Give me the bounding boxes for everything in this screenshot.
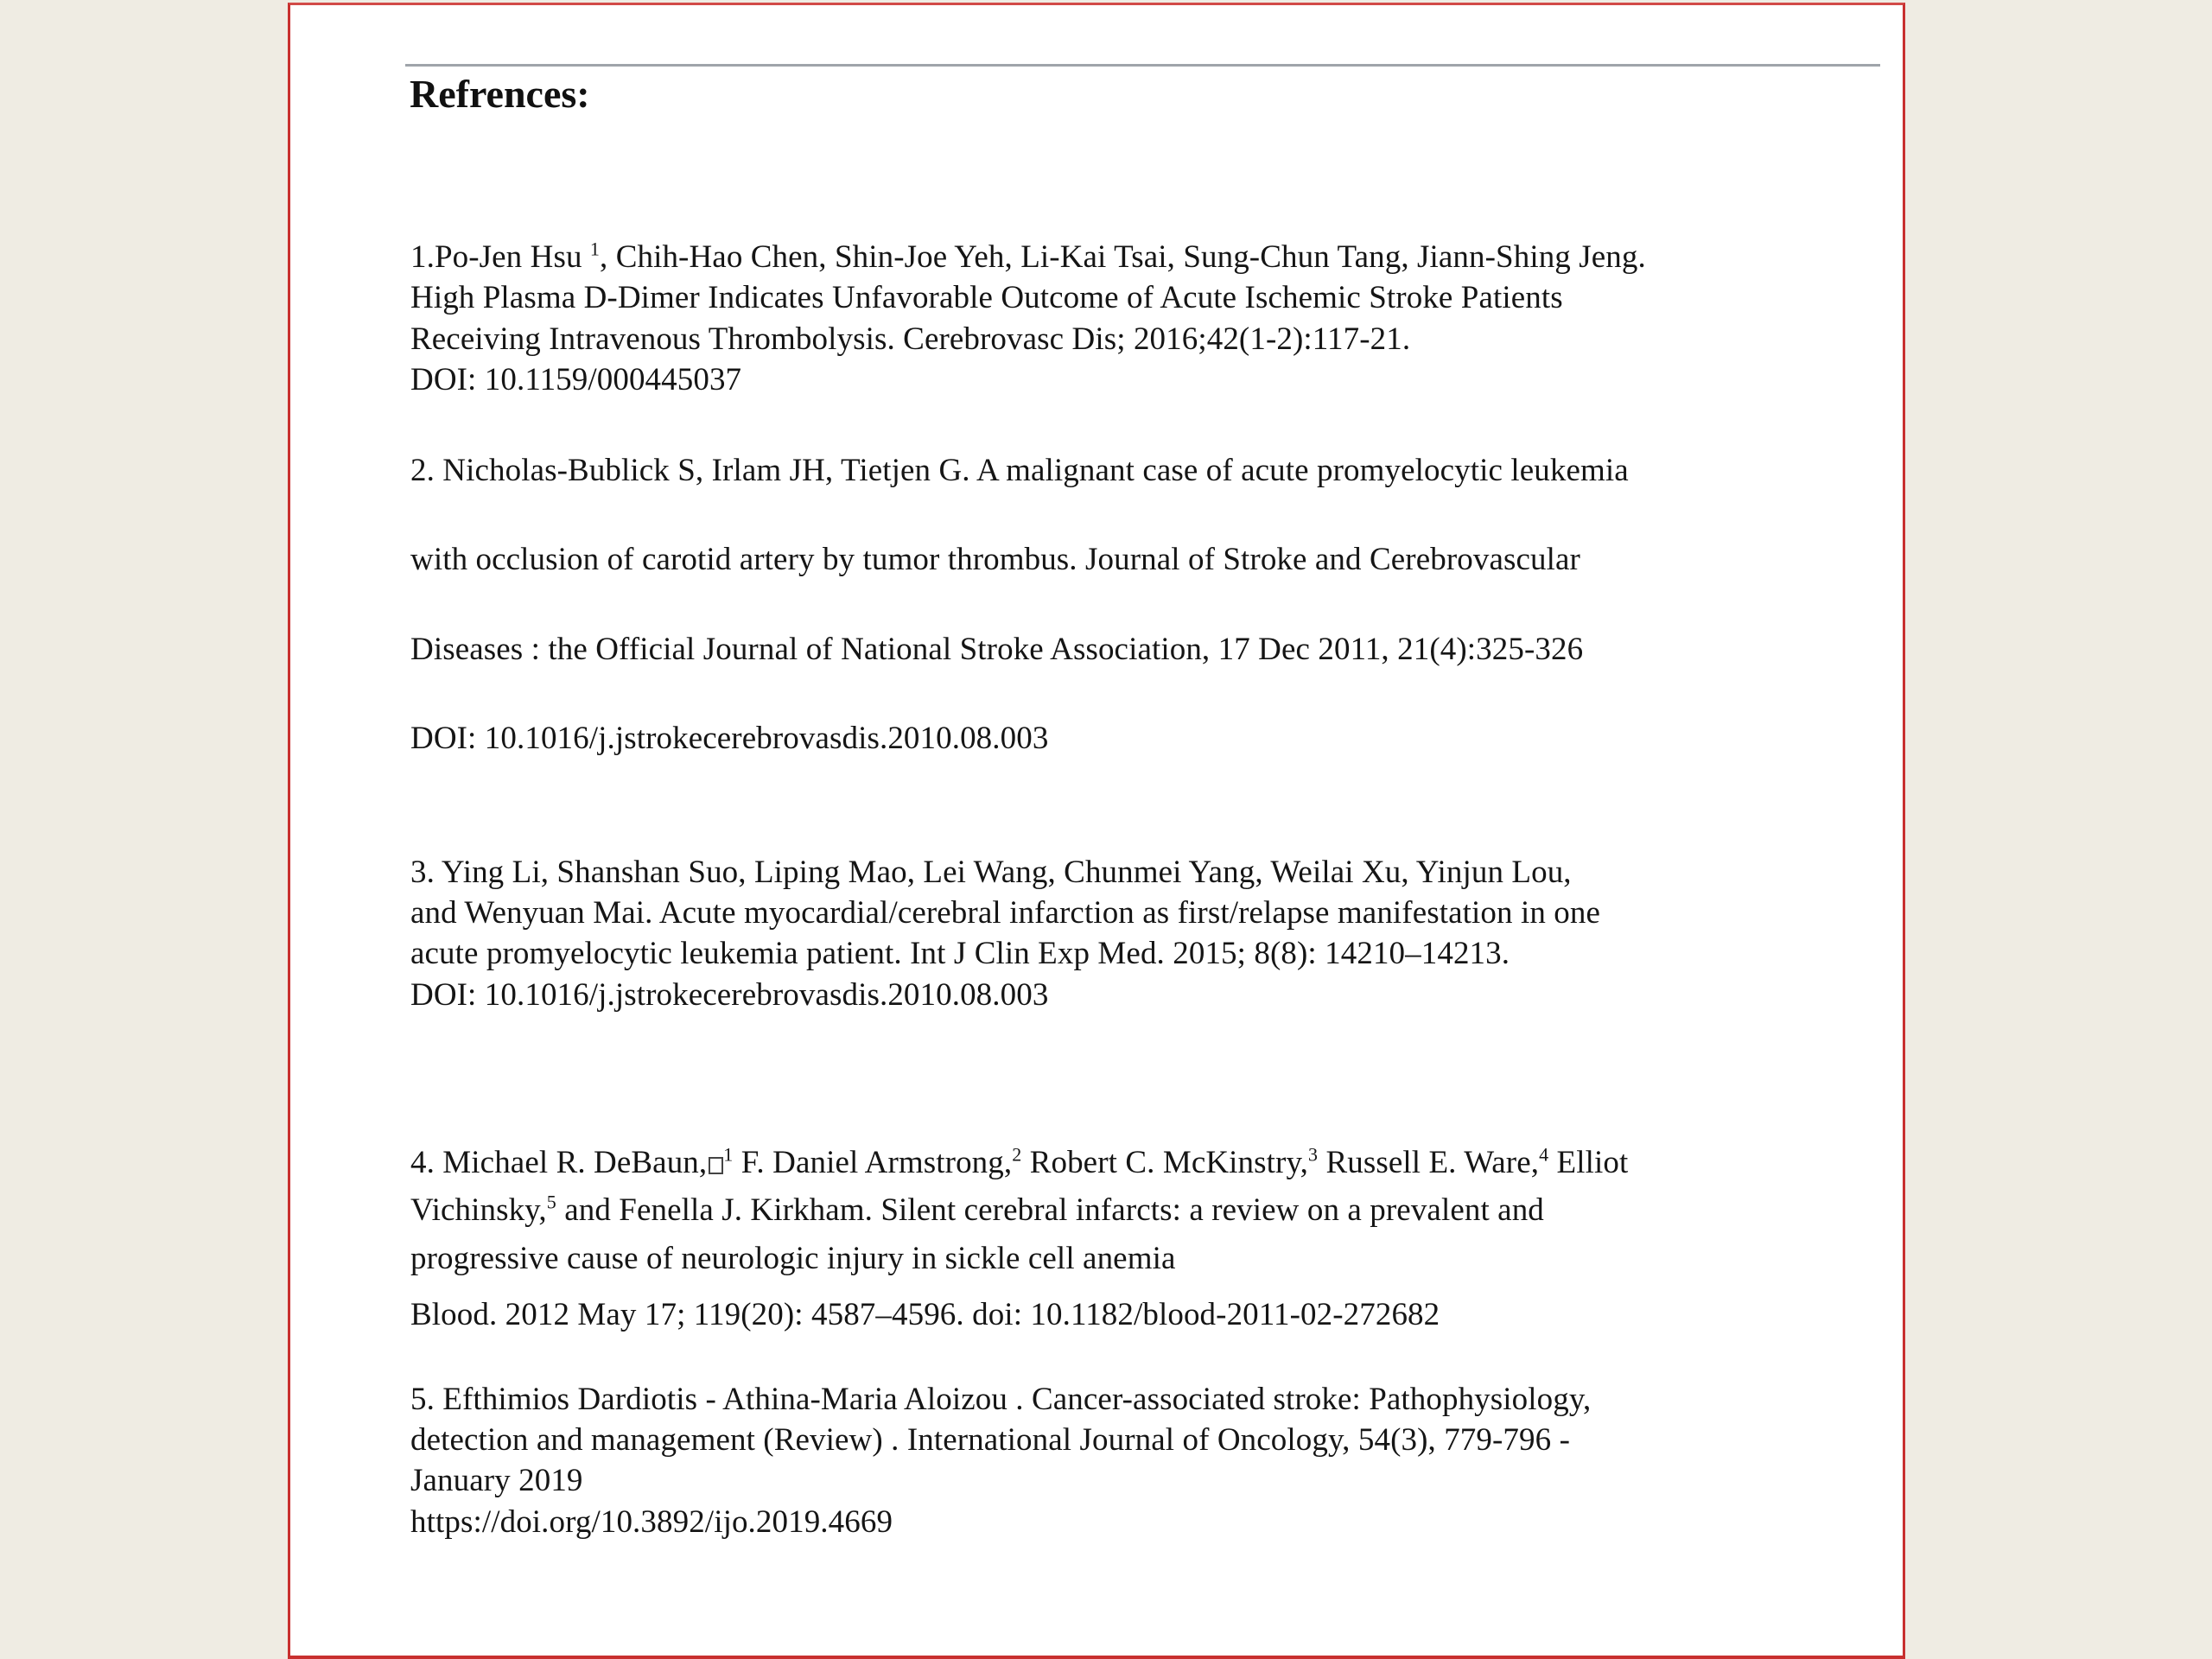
reference-doi: Blood. 2012 May 17; 119(20): 4587–4596. doi: 10.1182/blood-2011-02-272682 xyxy=(410,1297,1440,1332)
reference-line: 3. Ying Li, Shanshan Suo, Liping Mao, Lei Wang, Chunmei Yang, Weilai Xu, Yinjun Lou, xyxy=(410,855,1572,890)
reference-line: and Wenyuan Mai. Acute myocardial/cerebral infarction as first/relapse manifestation in one xyxy=(410,895,1601,931)
reference-line: 1.Po-Jen Hsu $^1$, Chih-Hao Chen, Shin-Joe Yeh, Li-Kai Tsai, Sung-Chun Tang, Jiann-Shing Jeng. xyxy=(410,238,1646,275)
reference-line: acute promyelocytic leukemia patient. Int J Clin Exp Med. 2015; 8(8): 14210–14213. xyxy=(410,936,1510,971)
reference-line: 5. Efthimios Dardiotis - Athina-Maria Aloizou . Cancer-associated stroke: Pathophysiology, xyxy=(410,1382,1592,1417)
reference-line: progressive cause of neurologic injury in sickle cell anemia xyxy=(410,1241,1176,1276)
reference-doi: DOI: 10.1159/000445037 xyxy=(410,362,742,397)
reference-line: 4. Michael R. DeBaun, $^1$ F. Daniel Armstrong,$^2$ Robert C. McKinstry,$^3$ Russell E. Ware,$^4$ Elliot xyxy=(410,1143,1629,1180)
reference-line: Vichinsky,$^5$ and Fenella J. Kirkham. Silent cerebral infarcts: a review on a prevalent and xyxy=(410,1191,1544,1228)
reference-line: 2. Nicholas-Bublick S, Irlam JH, Tietjen G. A malignant case of acute promyelocytic leukemia xyxy=(410,453,1629,488)
reference-page xyxy=(288,3,1905,1659)
reference-doi: DOI: 10.1016/j.jstrokecerebrovasdis.2010.08.003 xyxy=(410,721,1049,756)
reference-line: January 2019 xyxy=(410,1463,583,1498)
reference-line: detection and management (Review) . International Journal of Oncology, 54(3), 779-796 - xyxy=(410,1422,1570,1458)
reference-line: with occlusion of carotid artery by tumor thrombus. Journal of Stroke and Cerebrovascular xyxy=(410,542,1580,577)
reference-line: High Plasma D-Dimer Indicates Unfavorable Outcome of Acute Ischemic Stroke Patients xyxy=(410,280,1563,315)
reference-url[interactable]: https://doi.org/10.3892/ijo.2019.4669 xyxy=(410,1504,893,1540)
reference-5 xyxy=(290,5,1903,1656)
page-heading: Refrences: xyxy=(410,72,590,116)
reference-line: Receiving Intravenous Thrombolysis. Cerebrovasc Dis; 2016;42(1-2):117-21. xyxy=(410,321,1411,357)
reference-line: Diseases : the Official Journal of National Stroke Association, 17 Dec 2011, 21(4):325-326 xyxy=(410,632,1584,667)
reference-doi: DOI: 10.1016/j.jstrokecerebrovasdis.2010.08.003 xyxy=(410,977,1049,1013)
